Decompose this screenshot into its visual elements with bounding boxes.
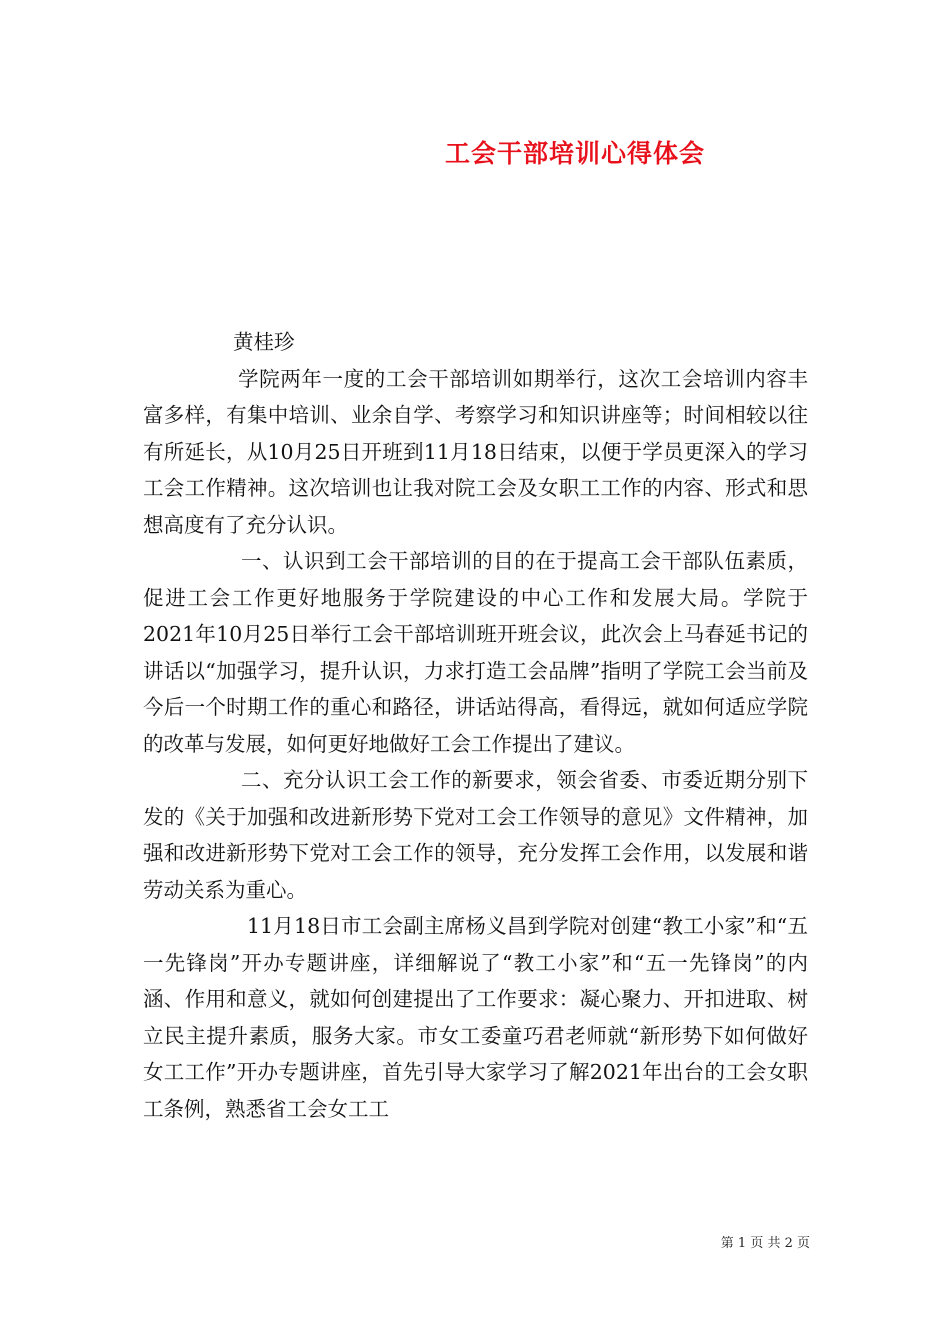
paragraph-intro: 学院两年一度的工会干部培训如期举行，这次工会培训内容丰富多样，有集中培训、业余自学、考察学习和知识讲座等；时间相较以往有所延长，从10月25日开班到11月18日结束，以便于学员更深入的学习工会工作精神。这次培训也让我对院工会及女职工工作的内容、形式和思想高度有了充分认识。: [143, 366, 808, 537]
paragraph-section-two: 二、充分认识工会工作的新要求，领会省委、市委近期分别下发的《关于加强和改进新形势下党对工会工作领导的意见》文件精神，加强和改进新形势下党对工会工作的领导，充分发挥工会作用，以发展和谐劳动关系为重心。: [143, 768, 808, 902]
author-name: 黄桂珍: [233, 330, 295, 354]
document-title: [0, 134, 950, 170]
document-title-text: 工会干部培训心得体会: [444, 139, 705, 168]
paragraph-lecture: 11月18日市工会副主席杨义昌到学院对创建“教工小家”和“五一先锋岗”开办专题讲座，详细解说了“教工小家”和“五一先锋岗”的内涵、作用和意义，就如何创建提出了工作要求：凝心聚力、开扣进取、树立民主提升素质，服务大家。市女工委童巧君老师就“新形势下如何做好女工工作”开办专题讲座，首先引导大家学习了解2021年出台的工会女职工条例，熟悉省工会女工工: [143, 914, 808, 1121]
document-body: [143, 324, 808, 1127]
paragraph-section-one: 一、认识到工会干部培训的目的在于提高工会干部队伍素质，促进工会工作更好地服务于学院建设的中心工作和发展大局。学院于2021年10月25日举行工会干部培训班开班会议，此次会上马春延书记的讲话以“加强学习，提升认识，力求打造工会品牌”指明了学院工会当前及今后一个时期工作的重心和路径，讲话站得高，看得远，就如何适应学院的改革与发展，如何更好地做好工会工作提出了建议。: [143, 549, 808, 756]
page-number-footer: 第 1 页 共 2 页: [720, 1236, 810, 1251]
